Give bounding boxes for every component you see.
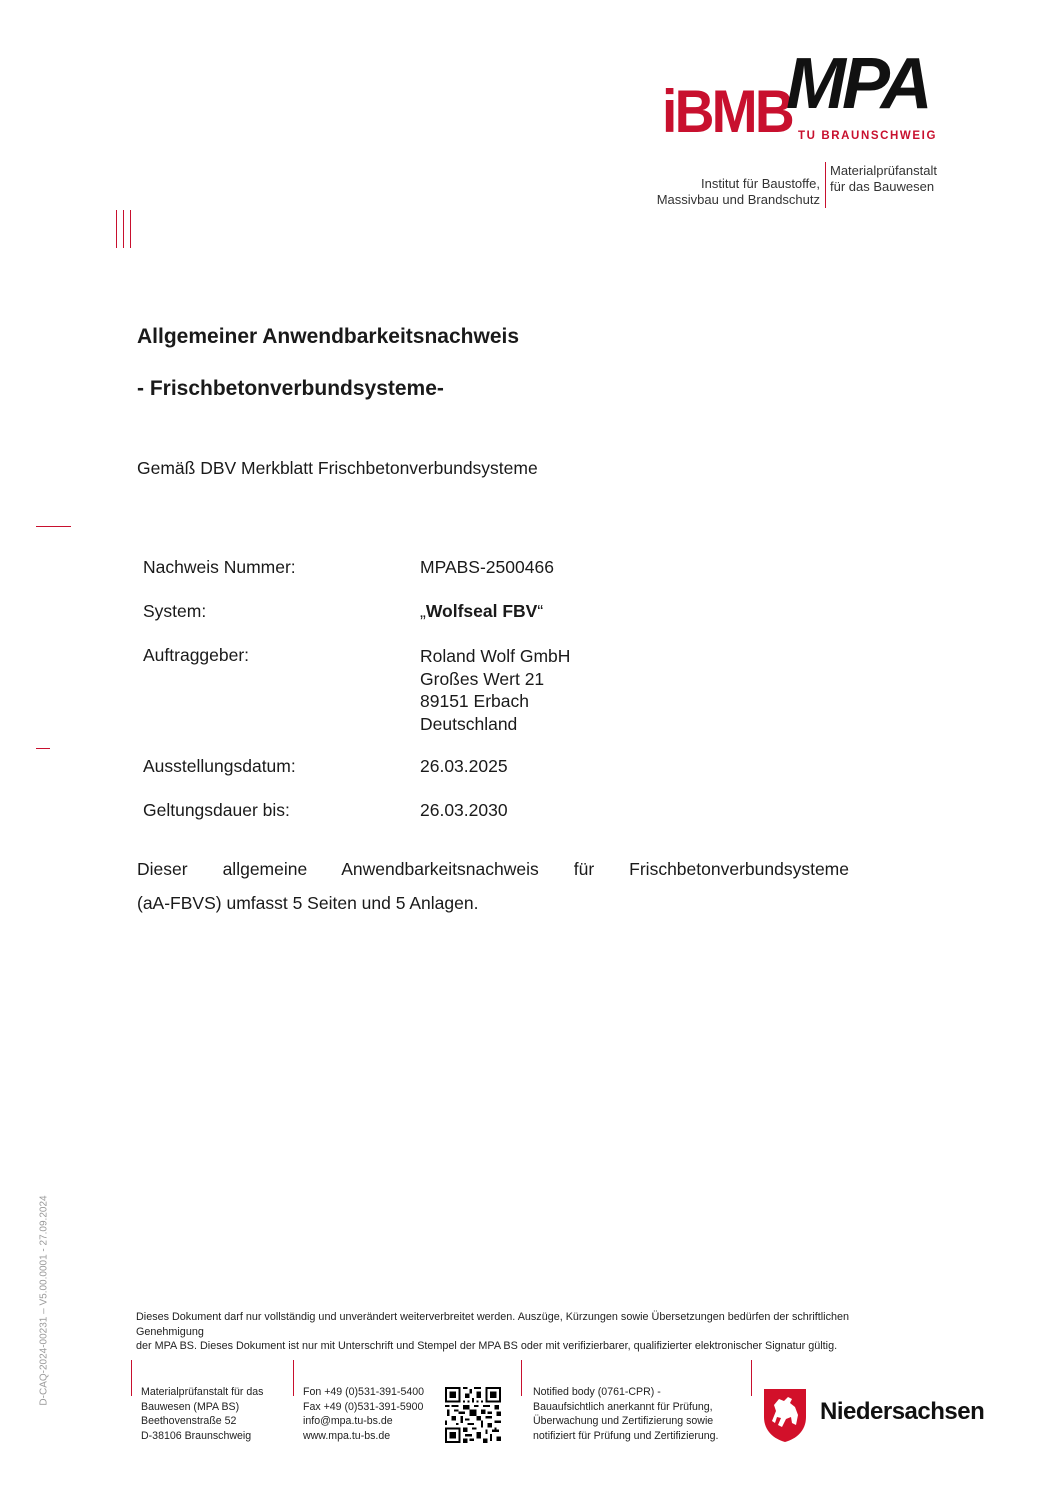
scope-paragraph: Dieser allgemeine Anwendbarkeitsnachweis für Frischbetonverbundsysteme (aA-FBVS) umfasst 5 Seiten und 5 Anlagen. [137,859,849,913]
system-label: System: [143,601,207,621]
issue-date-label: Ausstellungsdatum: [143,756,296,776]
according-to: Gemäß DBV Merkblatt Frischbetonverbundsysteme [137,458,538,478]
footer-disclaimer: Dieses Dokument darf nur vollständig und unverändert weiterverbreitet werden. Auszüge, Kürzungen sowie Übersetzungen bedürfen der schriftlichen Genehmigung der MPA BS. Dieses Dokument ist nur mit Unterschrift und Stempel der MPA BS oder mit verifizierbarer, qualifizierter elektronischer Signatur gültig. [136,1311,849,1352]
institute-name: Institut für Baustoffe, Massivbau und Brandschutz [656,176,820,207]
document-control-id: D-CAQ-2024-00231 – V5.00.0001 - 27.09.2024 [38,1195,50,1406]
client-label: Auftraggeber: [143,645,250,665]
number-value: MPABS-2500466 [420,557,554,577]
document-title: Allgemeiner Anwendbarkeitsnachweis [137,325,520,348]
niedersachsen-label: Niedersachsen [820,1398,985,1425]
punch-mark [36,748,50,749]
tu-braunschweig-label: TU BRAUNSCHWEIG [798,130,937,142]
mpa-name: Materialprüfanstalt für das Bauwesen [830,163,937,194]
footer-contact: Fon +49 (0)531-391-5400 Fax +49 (0)531-391-5900 info@mpa.tu-bs.de www.mpa.tu-bs.de [303,1386,425,1442]
client-address: Roland Wolf GmbH Großes Wert 21 89151 Erbach Deutschland [420,646,571,734]
footer-address: Materialprüfanstalt für das Bauwesen (MPA BS) Beethovenstraße 52 D-38106 Braunschweig [141,1386,264,1442]
validity-label: Geltungsdauer bis: [143,800,290,820]
niedersachsen-horse-seal-icon [762,1387,808,1443]
ibmb-logo: iBMB [662,78,793,145]
decorative-bars [116,210,132,248]
footer-divider [751,1360,752,1396]
footer-divider [521,1360,522,1396]
issue-date-value: 26.03.2025 [420,756,508,776]
validity-value: 26.03.2030 [420,800,508,820]
footer-divider [131,1360,132,1396]
qr-code-icon [445,1387,501,1443]
number-label: Nachweis Nummer: [143,557,296,577]
footer-divider [293,1360,294,1396]
fold-mark [36,526,71,527]
footer-notified-body: Notified body (0761-CPR) - Bauaufsichtlich anerkannt für Prüfung, Überwachung und Zertifizierung sowie notifiziert für Prüfung und Zertifizierung. [533,1386,719,1442]
mpa-logo: MPA [786,44,929,124]
header-divider [825,162,826,208]
document-subtitle: - Frischbetonverbundsysteme- [137,377,444,400]
system-value: „Wolfseal FBV“ [420,601,544,621]
